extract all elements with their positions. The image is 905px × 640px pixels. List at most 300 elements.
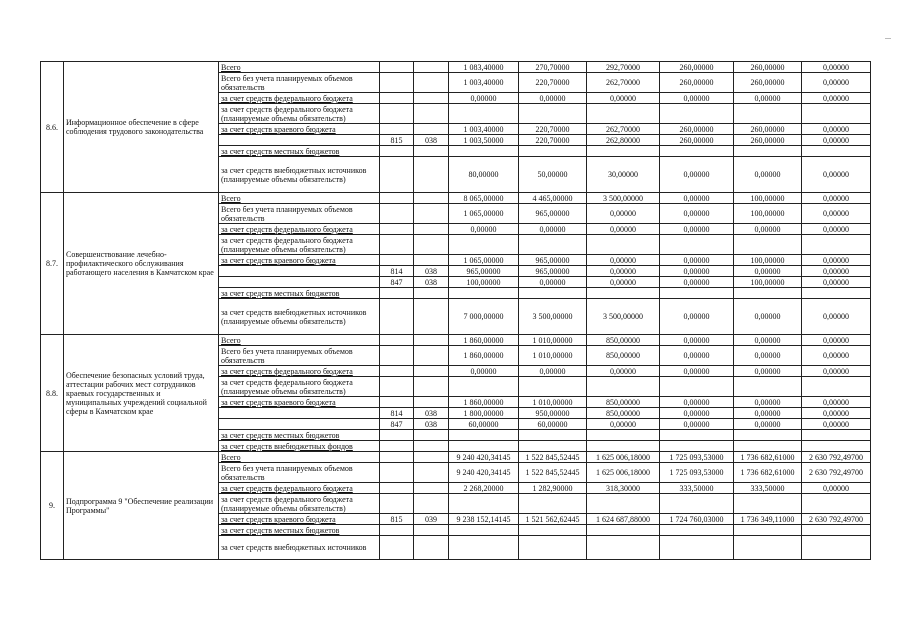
- funding-source-label: Всего без учета планируемых объемов обязательств: [219, 463, 380, 483]
- section-code: [414, 366, 449, 377]
- amount-cell: [734, 104, 802, 124]
- amount-cell: [734, 146, 802, 157]
- amount-cell: 0,00000: [802, 93, 871, 104]
- amount-cell: 0,00000: [660, 204, 734, 224]
- amount-cell: 0,00000: [660, 366, 734, 377]
- amount-cell: 1 521 562,62445: [519, 514, 587, 525]
- amount-cell: 965,00000: [519, 266, 587, 277]
- amount-cell: 220,70000: [519, 135, 587, 146]
- section-code: [414, 288, 449, 299]
- grbs-code: [380, 525, 414, 536]
- funding-source-label: за счет средств федерального бюджета (планируемые объемы обязательств): [219, 235, 380, 255]
- section-code: 038: [414, 135, 449, 146]
- amount-cell: 1 003,50000: [449, 135, 519, 146]
- amount-cell: 0,00000: [734, 366, 802, 377]
- table-row: [41, 62, 871, 73]
- funding-source-label: [219, 419, 380, 430]
- amount-cell: [660, 525, 734, 536]
- funding-source-label: Всего: [219, 193, 380, 204]
- table-row: [41, 335, 871, 346]
- amount-cell: [519, 441, 587, 452]
- amount-cell: 0,00000: [660, 346, 734, 366]
- section-code: [414, 430, 449, 441]
- amount-cell: 0,00000: [660, 277, 734, 288]
- amount-cell: 0,00000: [802, 157, 871, 193]
- table-row: [41, 452, 871, 463]
- amount-cell: 8 065,00000: [449, 193, 519, 204]
- section-code: 038: [414, 419, 449, 430]
- amount-cell: 0,00000: [802, 419, 871, 430]
- amount-cell: 0,00000: [802, 335, 871, 346]
- amount-cell: [660, 441, 734, 452]
- amount-cell: 1 625 006,18000: [587, 452, 660, 463]
- funding-source-label: [219, 266, 380, 277]
- amount-cell: 260,00000: [660, 135, 734, 146]
- section-code: [414, 335, 449, 346]
- amount-cell: 0,00000: [660, 157, 734, 193]
- amount-cell: [660, 104, 734, 124]
- grbs-code: [380, 93, 414, 104]
- grbs-code: [380, 463, 414, 483]
- amount-cell: 0,00000: [734, 224, 802, 235]
- amount-cell: 80,00000: [449, 157, 519, 193]
- amount-cell: 1 860,00000: [449, 346, 519, 366]
- funding-source-label: за счет средств краевого бюджета: [219, 397, 380, 408]
- amount-cell: 0,00000: [660, 397, 734, 408]
- section-code: [414, 441, 449, 452]
- amount-cell: [734, 377, 802, 397]
- amount-cell: 1 624 687,88000: [587, 514, 660, 525]
- section-code: [414, 397, 449, 408]
- amount-cell: 260,00000: [734, 73, 802, 93]
- amount-cell: 0,00000: [660, 419, 734, 430]
- funding-source-label: Всего без учета планируемых объемов обязательств: [219, 346, 380, 366]
- amount-cell: 2 630 792,49700: [802, 452, 871, 463]
- amount-cell: 0,00000: [660, 255, 734, 266]
- amount-cell: 0,00000: [802, 62, 871, 73]
- grbs-code: [380, 62, 414, 73]
- section-name: Обеспечение безопасных условий труда, аттестации рабочих мест сотрудников краевых государственных и муниципальных учреждений социальной сферы в Камчатском крае: [64, 335, 219, 452]
- amount-cell: [587, 146, 660, 157]
- section-code: 038: [414, 266, 449, 277]
- amount-cell: [587, 104, 660, 124]
- amount-cell: 260,00000: [734, 124, 802, 135]
- amount-cell: [449, 288, 519, 299]
- funding-source-label: за счет средств внебюджетных источников (планируемые объемы обязательств): [219, 157, 380, 193]
- amount-cell: 850,00000: [587, 335, 660, 346]
- amount-cell: [587, 525, 660, 536]
- amount-cell: 3 500,00000: [587, 193, 660, 204]
- section-code: [414, 124, 449, 135]
- amount-cell: 1 010,00000: [519, 397, 587, 408]
- amount-cell: 0,00000: [734, 419, 802, 430]
- amount-cell: [587, 288, 660, 299]
- amount-cell: 0,00000: [802, 124, 871, 135]
- section-code: [414, 224, 449, 235]
- amount-cell: [449, 430, 519, 441]
- amount-cell: 1 736 349,11000: [734, 514, 802, 525]
- section-code: 038: [414, 277, 449, 288]
- grbs-code: [380, 366, 414, 377]
- amount-cell: 850,00000: [587, 346, 660, 366]
- amount-cell: 100,00000: [734, 193, 802, 204]
- amount-cell: 0,00000: [587, 366, 660, 377]
- grbs-code: [380, 235, 414, 255]
- amount-cell: [734, 525, 802, 536]
- budget-table-container: [40, 61, 871, 560]
- amount-cell: 0,00000: [802, 266, 871, 277]
- amount-cell: [449, 525, 519, 536]
- funding-source-label: [219, 277, 380, 288]
- funding-source-label: за счет средств внебюджетных фондов: [219, 441, 380, 452]
- amount-cell: 0,00000: [519, 366, 587, 377]
- amount-cell: [734, 430, 802, 441]
- amount-cell: 260,00000: [660, 62, 734, 73]
- funding-source-label: Всего: [219, 62, 380, 73]
- grbs-code: [380, 452, 414, 463]
- amount-cell: [734, 536, 802, 560]
- section-number: 8.6.: [41, 62, 64, 193]
- amount-cell: [519, 494, 587, 514]
- amount-cell: 0,00000: [660, 408, 734, 419]
- funding-source-label: за счет средств местных бюджетов: [219, 525, 380, 536]
- funding-source-label: за счет средств местных бюджетов: [219, 288, 380, 299]
- amount-cell: 0,00000: [802, 193, 871, 204]
- amount-cell: 260,00000: [660, 124, 734, 135]
- amount-cell: 100,00000: [449, 277, 519, 288]
- amount-cell: 2 630 792,49700: [802, 514, 871, 525]
- amount-cell: 0,00000: [802, 397, 871, 408]
- amount-cell: 100,00000: [734, 255, 802, 266]
- amount-cell: 0,00000: [660, 335, 734, 346]
- amount-cell: 2 268,20000: [449, 483, 519, 494]
- amount-cell: [660, 377, 734, 397]
- amount-cell: [519, 288, 587, 299]
- amount-cell: 1 282,90000: [519, 483, 587, 494]
- amount-cell: [587, 430, 660, 441]
- amount-cell: 0,00000: [802, 224, 871, 235]
- funding-source-label: за счет средств федерального бюджета (планируемые объемы обязательств): [219, 494, 380, 514]
- amount-cell: [802, 536, 871, 560]
- amount-cell: [802, 430, 871, 441]
- amount-cell: 262,70000: [587, 124, 660, 135]
- amount-cell: 30,00000: [587, 157, 660, 193]
- amount-cell: 965,00000: [519, 204, 587, 224]
- funding-source-label: [219, 135, 380, 146]
- grbs-code: [380, 204, 414, 224]
- amount-cell: 2 630 792,49700: [802, 463, 871, 483]
- grbs-code: [380, 335, 414, 346]
- funding-source-label: за счет средств федерального бюджета (планируемые объемы обязательств): [219, 377, 380, 397]
- amount-cell: 9 240 420,34145: [449, 452, 519, 463]
- section-code: [414, 146, 449, 157]
- section-code: [414, 525, 449, 536]
- amount-cell: [802, 525, 871, 536]
- amount-cell: [587, 494, 660, 514]
- amount-cell: 950,00000: [519, 408, 587, 419]
- amount-cell: 0,00000: [449, 366, 519, 377]
- amount-cell: 1 860,00000: [449, 335, 519, 346]
- funding-source-label: за счет средств федерального бюджета: [219, 224, 380, 235]
- grbs-code: 815: [380, 514, 414, 525]
- amount-cell: 1 083,40000: [449, 62, 519, 73]
- amount-cell: 262,80000: [587, 135, 660, 146]
- amount-cell: [802, 288, 871, 299]
- amount-cell: 318,30000: [587, 483, 660, 494]
- grbs-code: [380, 73, 414, 93]
- amount-cell: 0,00000: [449, 93, 519, 104]
- amount-cell: 0,00000: [660, 299, 734, 335]
- amount-cell: [660, 146, 734, 157]
- funding-source-label: [219, 408, 380, 419]
- section-code: [414, 235, 449, 255]
- grbs-code: [380, 146, 414, 157]
- amount-cell: [660, 536, 734, 560]
- amount-cell: [660, 288, 734, 299]
- grbs-code: 815: [380, 135, 414, 146]
- amount-cell: 333,50000: [660, 483, 734, 494]
- amount-cell: 60,00000: [519, 419, 587, 430]
- amount-cell: 3 500,00000: [587, 299, 660, 335]
- amount-cell: [587, 536, 660, 560]
- amount-cell: 0,00000: [587, 204, 660, 224]
- grbs-code: [380, 104, 414, 124]
- section-name: Совершенствование лечебно-профилактического обслуживания работающего населения в Камчатском крае: [64, 193, 219, 335]
- amount-cell: [660, 494, 734, 514]
- section-code: [414, 494, 449, 514]
- amount-cell: [519, 536, 587, 560]
- amount-cell: 0,00000: [802, 299, 871, 335]
- section-code: [414, 62, 449, 73]
- grbs-code: 847: [380, 419, 414, 430]
- amount-cell: 1 725 093,53000: [660, 463, 734, 483]
- section-code: [414, 483, 449, 494]
- amount-cell: 0,00000: [587, 419, 660, 430]
- amount-cell: 1 800,00000: [449, 408, 519, 419]
- grbs-code: [380, 483, 414, 494]
- grbs-code: 814: [380, 266, 414, 277]
- amount-cell: [660, 235, 734, 255]
- amount-cell: [587, 235, 660, 255]
- funding-source-label: за счет средств внебюджетных источников (планируемые объемы обязательств): [219, 299, 380, 335]
- amount-cell: [734, 494, 802, 514]
- amount-cell: [587, 377, 660, 397]
- amount-cell: 0,00000: [660, 93, 734, 104]
- grbs-code: [380, 377, 414, 397]
- amount-cell: [449, 536, 519, 560]
- scan-mark: [885, 38, 891, 39]
- amount-cell: 1 522 845,52445: [519, 463, 587, 483]
- funding-source-label: за счет средств внебюджетных источников: [219, 536, 380, 560]
- section-code: [414, 104, 449, 124]
- amount-cell: 0,00000: [802, 204, 871, 224]
- amount-cell: 220,70000: [519, 124, 587, 135]
- amount-cell: 1 065,00000: [449, 255, 519, 266]
- amount-cell: 1 725 093,53000: [660, 452, 734, 463]
- amount-cell: 850,00000: [587, 408, 660, 419]
- funding-source-label: Всего без учета планируемых объемов обязательств: [219, 204, 380, 224]
- section-code: [414, 463, 449, 483]
- amount-cell: [802, 146, 871, 157]
- amount-cell: 0,00000: [734, 266, 802, 277]
- amount-cell: 1 625 006,18000: [587, 463, 660, 483]
- amount-cell: [587, 441, 660, 452]
- grbs-code: [380, 124, 414, 135]
- grbs-code: [380, 157, 414, 193]
- amount-cell: 100,00000: [734, 277, 802, 288]
- funding-source-label: за счет средств местных бюджетов: [219, 430, 380, 441]
- amount-cell: 100,00000: [734, 204, 802, 224]
- funding-source-label: за счет средств федерального бюджета (планируемые объемы обязательств): [219, 104, 380, 124]
- amount-cell: 0,00000: [734, 408, 802, 419]
- amount-cell: 0,00000: [734, 93, 802, 104]
- funding-source-label: за счет средств краевого бюджета: [219, 124, 380, 135]
- amount-cell: 0,00000: [802, 73, 871, 93]
- amount-cell: 0,00000: [802, 135, 871, 146]
- amount-cell: 0,00000: [802, 408, 871, 419]
- amount-cell: [519, 235, 587, 255]
- section-code: 039: [414, 514, 449, 525]
- amount-cell: 260,00000: [734, 135, 802, 146]
- amount-cell: [734, 235, 802, 255]
- grbs-code: [380, 288, 414, 299]
- section-code: [414, 299, 449, 335]
- amount-cell: [802, 235, 871, 255]
- amount-cell: 0,00000: [734, 397, 802, 408]
- amount-cell: 1 522 845,52445: [519, 452, 587, 463]
- section-number: 9.: [41, 452, 64, 560]
- amount-cell: 850,00000: [587, 397, 660, 408]
- amount-cell: 50,00000: [519, 157, 587, 193]
- amount-cell: 0,00000: [519, 224, 587, 235]
- grbs-code: [380, 441, 414, 452]
- amount-cell: 965,00000: [519, 255, 587, 266]
- amount-cell: 3 500,00000: [519, 299, 587, 335]
- amount-cell: 1 065,00000: [449, 204, 519, 224]
- section-code: [414, 255, 449, 266]
- funding-source-label: за счет средств краевого бюджета: [219, 255, 380, 266]
- funding-source-label: за счет средств краевого бюджета: [219, 514, 380, 525]
- grbs-code: [380, 397, 414, 408]
- amount-cell: [449, 146, 519, 157]
- amount-cell: 0,00000: [587, 277, 660, 288]
- amount-cell: 4 465,00000: [519, 193, 587, 204]
- funding-source-label: Всего: [219, 452, 380, 463]
- amount-cell: [802, 441, 871, 452]
- amount-cell: [519, 430, 587, 441]
- amount-cell: [449, 235, 519, 255]
- amount-cell: 965,00000: [449, 266, 519, 277]
- amount-cell: 0,00000: [660, 266, 734, 277]
- amount-cell: [734, 288, 802, 299]
- amount-cell: [734, 441, 802, 452]
- section-code: [414, 93, 449, 104]
- amount-cell: [519, 377, 587, 397]
- amount-cell: [802, 377, 871, 397]
- funding-source-label: за счет средств федерального бюджета: [219, 483, 380, 494]
- amount-cell: 260,00000: [734, 62, 802, 73]
- amount-cell: 1 724 760,03000: [660, 514, 734, 525]
- amount-cell: 0,00000: [802, 346, 871, 366]
- amount-cell: [802, 494, 871, 514]
- amount-cell: 9 240 420,34145: [449, 463, 519, 483]
- section-code: [414, 204, 449, 224]
- grbs-code: [380, 346, 414, 366]
- grbs-code: [380, 299, 414, 335]
- amount-cell: 0,00000: [587, 255, 660, 266]
- amount-cell: 0,00000: [660, 193, 734, 204]
- amount-cell: 0,00000: [802, 366, 871, 377]
- grbs-code: [380, 255, 414, 266]
- amount-cell: 0,00000: [802, 255, 871, 266]
- amount-cell: [519, 146, 587, 157]
- amount-cell: 1 003,40000: [449, 73, 519, 93]
- section-code: 038: [414, 408, 449, 419]
- amount-cell: 1 010,00000: [519, 335, 587, 346]
- amount-cell: 260,00000: [660, 73, 734, 93]
- section-code: [414, 157, 449, 193]
- amount-cell: 0,00000: [449, 224, 519, 235]
- section-number: 8.8.: [41, 335, 64, 452]
- amount-cell: [449, 104, 519, 124]
- amount-cell: [519, 525, 587, 536]
- section-code: [414, 193, 449, 204]
- amount-cell: [660, 430, 734, 441]
- amount-cell: [449, 494, 519, 514]
- amount-cell: 60,00000: [449, 419, 519, 430]
- amount-cell: 1 003,40000: [449, 124, 519, 135]
- funding-source-label: Всего: [219, 335, 380, 346]
- amount-cell: 0,00000: [802, 277, 871, 288]
- amount-cell: 0,00000: [802, 483, 871, 494]
- grbs-code: [380, 193, 414, 204]
- amount-cell: 0,00000: [734, 335, 802, 346]
- amount-cell: 0,00000: [519, 277, 587, 288]
- amount-cell: [519, 104, 587, 124]
- amount-cell: 1 010,00000: [519, 346, 587, 366]
- amount-cell: 0,00000: [519, 93, 587, 104]
- funding-source-label: Всего без учета планируемых объемов обязательств: [219, 73, 380, 93]
- funding-source-label: за счет средств местных бюджетов: [219, 146, 380, 157]
- section-name: Информационное обеспечение в сфере соблюдения трудового законодательства: [64, 62, 219, 193]
- amount-cell: 0,00000: [734, 299, 802, 335]
- grbs-code: [380, 494, 414, 514]
- amount-cell: 262,70000: [587, 73, 660, 93]
- grbs-code: 814: [380, 408, 414, 419]
- amount-cell: 9 238 152,14145: [449, 514, 519, 525]
- amount-cell: [449, 377, 519, 397]
- amount-cell: [449, 441, 519, 452]
- amount-cell: 0,00000: [660, 224, 734, 235]
- grbs-code: [380, 224, 414, 235]
- amount-cell: 292,70000: [587, 62, 660, 73]
- amount-cell: 333,50000: [734, 483, 802, 494]
- amount-cell: 0,00000: [587, 266, 660, 277]
- funding-source-label: за счет средств федерального бюджета: [219, 366, 380, 377]
- section-code: [414, 73, 449, 93]
- section-code: [414, 536, 449, 560]
- section-code: [414, 346, 449, 366]
- grbs-code: 847: [380, 277, 414, 288]
- amount-cell: 7 000,00000: [449, 299, 519, 335]
- amount-cell: [802, 104, 871, 124]
- budget-table: [40, 61, 871, 560]
- section-name: Подпрограмма 9 "Обеспечение реализации Программы": [64, 452, 219, 560]
- amount-cell: 270,70000: [519, 62, 587, 73]
- table-row: [41, 193, 871, 204]
- amount-cell: 1 736 682,61000: [734, 463, 802, 483]
- amount-cell: 1 860,00000: [449, 397, 519, 408]
